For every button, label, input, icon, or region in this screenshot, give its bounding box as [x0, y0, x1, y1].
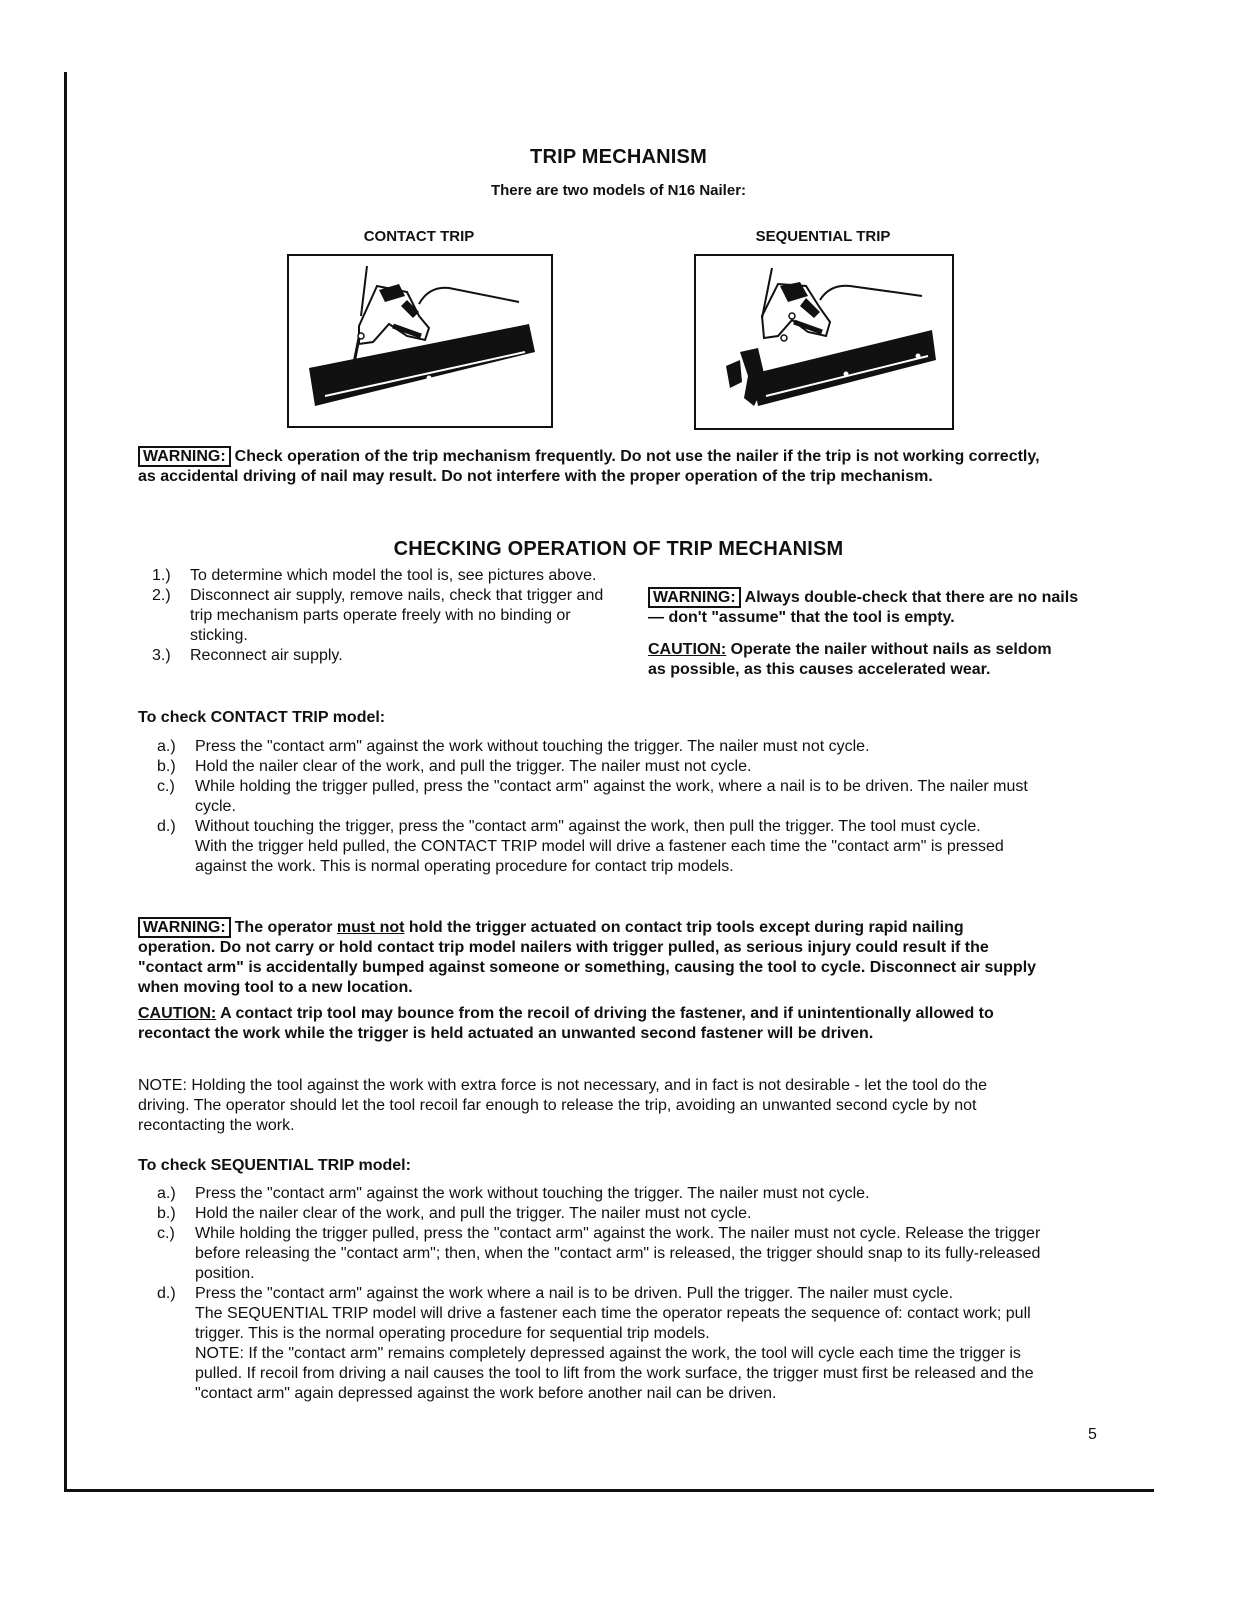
contact-trip-heading: To check CONTACT TRIP model:	[138, 709, 386, 726]
nailer-sequential-illustration	[696, 256, 952, 428]
sequential-step: c.) While holding the trigger pulled, press the "contact arm" against the work. The nailer must not cycle. Release the trigger before releasing the "contact arm"; then, when the "contact arm" is released, the trigger should snap to its fully-released position.	[157, 1225, 1041, 1282]
contact-followup: With the trigger held pulled, the CONTACT TRIP model will drive a fastener each time the "contact arm" is pressed against the work. This is normal operating procedure for contact trip models.	[195, 838, 1004, 875]
checking-step: 3.) Reconnect air supply.	[152, 647, 343, 664]
warning-text: Check operation of the trip mechanism frequently. Do not use the nailer if the trip is not working correctly, as accidental driving of nail may result. Do not interfere with the proper operation of the trip mechanism.	[138, 448, 1040, 485]
note-extra-force: NOTE: Holding the tool against the work with extra force is not necessary, and in fact is not desirable - let the tool do the driving. The operator should let the tool recoil far enough to release the trip, avoiding an unwanted second cycle by not recontacting the work.	[138, 1077, 988, 1134]
page-left-rule	[64, 72, 67, 1492]
checking-heading: CHECKING OPERATION OF TRIP MECHANISM	[393, 538, 844, 560]
contact-step: a.) Press the "contact arm" against the work without touching the trigger. The nailer must not cycle.	[157, 738, 870, 755]
page-number: 5	[1088, 1426, 1097, 1443]
sequential-step: a.) Press the "contact arm" against the work without touching the trigger. The nailer must not cycle.	[157, 1185, 870, 1202]
warning-trip-frequently	[138, 446, 1050, 487]
warning2-label: WARNING:	[138, 917, 231, 938]
nailer-contact-illustration	[289, 256, 551, 426]
sequential-step: d.) Press the "contact arm" against the work where a nail is to be driven. Pull the trigger. The nailer must cycle.	[157, 1285, 954, 1302]
contact-trip-figure	[287, 254, 553, 428]
contact-trip-steps	[157, 737, 1057, 877]
caution-contact-trip-bounce: CAUTION: A contact trip tool may bounce from the recoil of driving the fastener, and if unintentionally allowed to recontact the work while the trigger is held actuated an unwanted second fastener will be driven.	[138, 1005, 994, 1042]
side-warning-label: WARNING:	[648, 587, 741, 608]
checking-step: 1.) To determine which model the tool is, see pictures above.	[152, 567, 597, 584]
contact-step: c.) While holding the trigger pulled, press the "contact arm" against the work, where a nail is to be driven. The nailer must cycle.	[157, 778, 1028, 815]
page-title: TRIP MECHANISM	[530, 146, 707, 168]
side-caution-label: CAUTION:	[648, 641, 727, 658]
sequential-followup: The SEQUENTIAL TRIP model will drive a fastener each time the operator repeats the sequence of: contact work; pull trigger. This is the normal operating procedure for sequential trip models.	[195, 1305, 1031, 1342]
contact-step: d.) Without touching the trigger, press the "contact arm" against the work, then pull the trigger. The tool must cycle.	[157, 818, 981, 835]
sequential-step: b.) Hold the nailer clear of the work, and pull the trigger. The nailer must not cycle.	[157, 1205, 752, 1222]
checking-steps-list	[152, 566, 622, 666]
warning-label: WARNING:	[138, 446, 231, 467]
warning-contact-trip-carry: WARNING: The operator must not hold the trigger actuated on contact trip tools except during rapid nailing operation. Do not carry or hold contact trip model nailers with trigger pulled, as serious injury could result if the "contact arm" is accidentally bumped against someone or something, causing the tool to cycle. Disconnect air supply when moving tool to a new location.	[138, 919, 1037, 996]
contact-step: b.) Hold the nailer clear of the work, and pull the trigger. The nailer must not cycle.	[157, 758, 752, 775]
sequential-note: NOTE: If the "contact arm" remains completely depressed against the work, the tool will cycle each time the trigger is pulled. If recoil from driving a nail causes the tool to lift from the work surface, the trigger must first be released and the "contact arm" again depressed against the work before another nail can be driven.	[195, 1345, 1034, 1402]
sequential-trip-steps	[157, 1184, 1067, 1404]
side-warning-empty-tool: WARNING: Always double-check that there are no nails — don't "assume" that the tool is empty.	[648, 589, 1079, 626]
checking-step: 2.) Disconnect air supply, remove nails, check that trigger and trip mechanism parts operate freely with no binding or sticking.	[152, 587, 604, 644]
contact-trip-label: CONTACT TRIP	[363, 228, 475, 245]
sequential-trip-heading: To check SEQUENTIAL TRIP model:	[138, 1157, 411, 1174]
side-caution-no-nails: CAUTION: Operate the nailer without nails as seldom as possible, as this causes accelerated wear.	[648, 641, 1052, 678]
page-subtitle: There are two models of N16 Nailer:	[490, 182, 747, 199]
sequential-trip-label: SEQUENTIAL TRIP	[755, 228, 891, 245]
caution2-label: CAUTION:	[138, 1005, 217, 1022]
sequential-trip-figure	[694, 254, 954, 430]
page-bottom-rule	[64, 1489, 1154, 1492]
